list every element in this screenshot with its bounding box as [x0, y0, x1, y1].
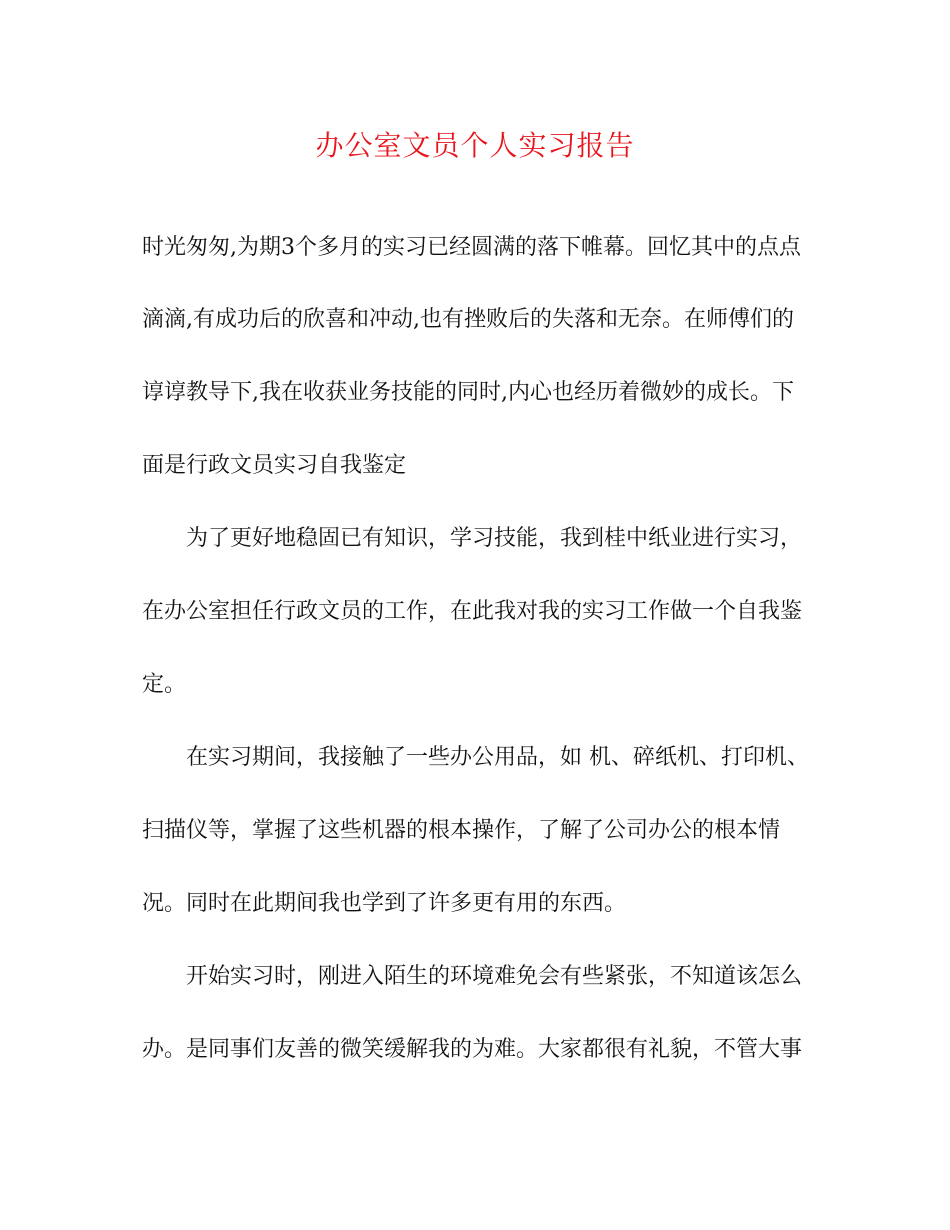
paragraph-line: 谆谆教导下,我在收获业务技能的同时,内心也经历着微妙的成长。下 [142, 380, 794, 405]
paragraph-line: 定。 [142, 672, 187, 697]
paragraph-line: 为了更好地稳固已有知识，学习技能，我到桂中纸业进行实习， [186, 526, 803, 551]
paragraph-line: 时光匆匆,为期3个多月的实习已经圆满的落下帷幕。回忆其中的点点 [142, 235, 801, 260]
document-title: 办公室文员个人实习报告 [315, 129, 635, 162]
paragraph-line: 扫描仪等，掌握了这些机器的根本操作，了解了公司办公的根本情 [142, 818, 781, 843]
paragraph-line: 况。同时在此期间我也学到了许多更有用的东西。 [142, 891, 627, 916]
paragraph-line: 在实习期间，我接触了一些办公用品，如 机、碎纸机、打印机、 [186, 745, 809, 770]
paragraph-line: 办。是同事们友善的微笑缓解我的为难。大家都很有礼貌，不管大事 [142, 1037, 803, 1062]
paragraph-line: 开始实习时，刚进入陌生的环境难免会有些紧张，不知道该怎么 [186, 964, 803, 989]
paragraph-line: 面是行政文员实习自我鉴定 [142, 453, 407, 478]
paragraph-line: 在办公室担任行政文员的工作，在此我对我的实习工作做一个自我鉴 [142, 599, 803, 624]
paragraph-line: 滴滴,有成功后的欣喜和冲动,也有挫败后的失落和无奈。在师傅们的 [142, 307, 794, 332]
